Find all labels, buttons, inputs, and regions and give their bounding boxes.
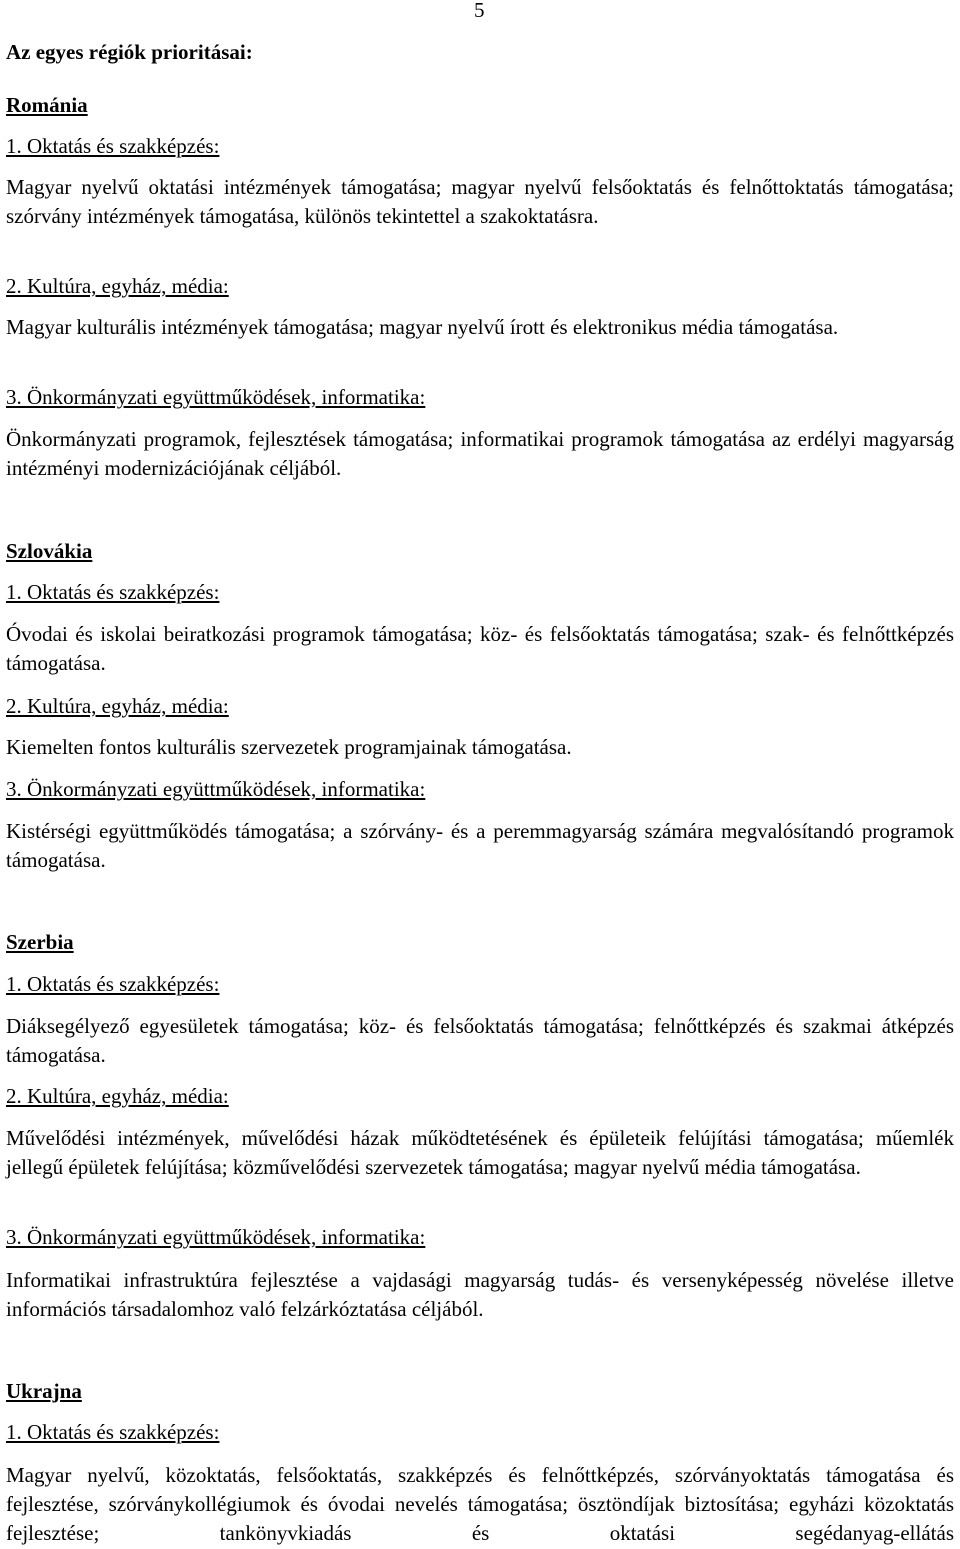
page-heading: Az egyes régiók prioritásai: xyxy=(6,40,253,64)
section-text: Informatikai infrastruktúra fejlesztése a vajdasági magyarság tudás- és versenyképesség növelése illetve információs társadalomhoz való felzárkóztatása céljából. xyxy=(6,1268,954,1321)
region-title-romania: Románia xyxy=(6,93,88,117)
section-text: Diáksegélyező egyesületek támogatása; köz- és felsőoktatás támogatása; felnőttképzés és szakmai átképzés támogatása. xyxy=(6,1014,954,1067)
category-label: 3. Önkormányzati együttműködések, informatika: xyxy=(6,1225,426,1249)
section-text: Önkormányzati programok, fejlesztések támogatása; informatikai programok támogatása az erdélyi magyarság intézményi modernizációjának céljából. xyxy=(6,427,954,480)
region-title-slovakia: Szlovákia xyxy=(6,539,93,563)
section-text: Kiemelten fontos kulturális szervezetek programjainak támogatása. xyxy=(6,735,572,759)
category-label: 1. Oktatás és szakképzés: xyxy=(6,580,220,604)
category-label: 1. Oktatás és szakképzés: xyxy=(6,1420,220,1444)
category-label: 1. Oktatás és szakképzés: xyxy=(6,972,220,996)
section-text: Magyar kulturális intézmények támogatása; magyar nyelvű írott és elektronikus média támogatása. xyxy=(6,315,839,339)
category-label: 2. Kultúra, egyház, média: xyxy=(6,1084,229,1108)
section-text: Magyar nyelvű oktatási intézmények támogatása; magyar nyelvű felsőoktatás és felnőttoktatás támogatása; szórvány intézmények támogatása, különös tekintettel a szakoktatásra. xyxy=(6,175,954,228)
category-label: 1. Oktatás és szakképzés: xyxy=(6,134,220,158)
section-text: Magyar nyelvű, közoktatás, felsőoktatás, szakképzés és felnőttképzés, szórványoktatás támogatása és fejlesztése, szórványkollégiumok és óvodai nevelés támogatása; ösztöndíjak biztosítása; egyházi közoktatás fejlesztése; tankönyvkiadás és oktatási segédanyag-ellátás xyxy=(6,1463,954,1545)
section-text: Kistérségi együttműködés támogatása; a szórvány- és a peremmagyarság számára megvalósítandó programok támogatása. xyxy=(6,819,954,872)
page-number: 5 xyxy=(474,0,485,22)
category-label: 3. Önkormányzati együttműködések, informatika: xyxy=(6,385,426,409)
category-label: 2. Kultúra, egyház, média: xyxy=(6,694,229,718)
region-title-ukraine: Ukrajna xyxy=(6,1379,82,1403)
category-label: 3. Önkormányzati együttműködések, informatika: xyxy=(6,777,426,801)
region-title-serbia: Szerbia xyxy=(6,930,74,954)
section-text: Óvodai és iskolai beiratkozási programok támogatása; köz- és felsőoktatás támogatása; szak- és felnőttképzés támogatása. xyxy=(6,622,954,675)
section-text: Művelődési intézmények, művelődési házak működtetésének és épületeik felújítási támogatása; műemlék jellegű épületek felújítása; közművelődési szervezetek támogatása; magyar nyelvű média támogatása. xyxy=(6,1126,954,1179)
category-label: 2. Kultúra, egyház, média: xyxy=(6,274,229,298)
